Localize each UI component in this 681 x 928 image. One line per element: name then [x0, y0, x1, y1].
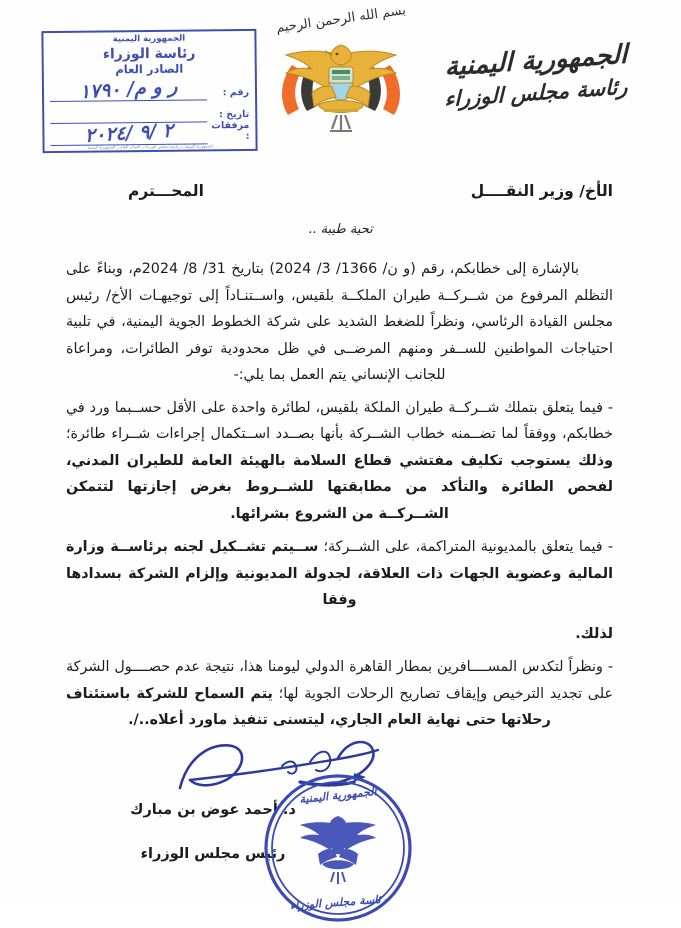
addressee-name: الأخ/ وزير النقــــل [470, 182, 613, 200]
document-header [0, 0, 681, 172]
opening-paragraph: بالإشارة إلى خطابكم، رقم (و ن/ 1366/ 3/ 2024) بتاريخ 31/ 8/ 2024م، وبناءً على التظلم المرفوع من شــركــة طيران الملكــة بلقيس، واســتنـاداً إلى توجيهـات الأخ/ رئيس مجلس القيادة الرئاسي، ونظراً للضغط الشديد على شركة الخطوط الجوية اليمنية، في تلبية احتياجات المواطنين للســفر ومنهم المرضــى في ظل محدودية توفر الطائرات، ومراعاة للجانب الإنساني يتم العمل بما يلي:- [66, 261, 613, 383]
outgoing-stamp-label-attachments: مرفقات : [211, 120, 250, 143]
bullet-3-bold: يتم السماح للشركة باستئناف رحلاتها حتى نهاية العام الجاري، ليتسنى تنفيذ ماورد أعلاه../. [66, 685, 551, 728]
outgoing-stamp-row-number [50, 75, 250, 104]
bullet-2-normal: - فيما يتعلق بالمديونية المتراكمة، على الشــركة؛ [318, 539, 613, 555]
outgoing-stamp-line3: الصادر العام [115, 61, 184, 77]
addressee-row [68, 182, 613, 200]
round-official-stamp [262, 772, 414, 924]
republic-title-line1: الجمهورية اليمنية [444, 39, 628, 83]
outgoing-stamp-line2: رئاسة الوزراء [102, 45, 196, 63]
signature-area [0, 736, 681, 913]
emblem-block [251, 2, 431, 137]
signatory-role: رئيس مجلس الوزراء [140, 846, 286, 862]
document-body [66, 256, 613, 741]
basmala-text: بسم الله الرحمن الرحيم [274, 2, 407, 37]
yemen-eagle-emblem-icon [266, 29, 416, 137]
republic-title-block [421, 39, 651, 112]
outgoing-stamp-label-date: تاريخ : [219, 109, 250, 121]
greeting-line: تحية طيبة .. [308, 222, 373, 237]
bullet-item-2 [66, 534, 613, 614]
bullet-2-bold: ســيتم تشــكيل لجنه برئاســة وزارة المالية وعضوية الجهات ذات العلاقة، لجدولة المديونية وإلزام الشركة بسدادها وفقا [66, 539, 613, 608]
outgoing-stamp-value-number: ر و م/ ١٧٩٠ [79, 75, 178, 104]
addressee-honorific: المحـــترم [128, 182, 204, 200]
republic-title-line2: رئاسة مجلس الوزراء [444, 73, 628, 112]
outgoing-stamp-rule-number [50, 75, 207, 104]
bullet-item-1 [66, 395, 613, 528]
outgoing-registration-stamp [41, 29, 257, 153]
bullet-1-normal: - فيما يتعلق بتملك شــركــة طيران الملكة بلقيس، لطائرة واحدة على الأقل حســبما ورد في خطابكم، ووفقاً لما تضــمنه خطاب الشــركة بأنها بصــدد اســتكمال إجراءات شــراء طائرة؛ [66, 399, 613, 442]
bullet-3-normal: - ونظراً لتكدس المســــافرين بمطار القاهرة الدولي ليومنا هذا، نتيجة عدم حصــــول الشركة على تجديد الترخيص وإيقاف تصاريح الرحلات الجوية لها؛ [66, 659, 613, 702]
outgoing-stamp-label-number: رقم : [222, 87, 250, 99]
bullet-1-bold: وذلك يستوجب تكليف مفتشي قطاع السلامة بالهيئة العامة للطيران المدني، لفحص الطائرة والتأكد من مطابقتها للشــروط بغرض إجازتها لتتمكن الشــركــة من الشروع بشرائها. [66, 452, 613, 522]
bullet-2-tail: لذلك. [575, 625, 613, 642]
bullet-item-3 [66, 654, 613, 734]
outgoing-stamp-value-attachments: ٢ /٩ /٢٠٢٤ [84, 119, 174, 148]
round-stamp-bottom-text: رئاسة مجلس الوزراء [289, 892, 387, 913]
round-stamp-top-text: الجمهورية اليمنية [298, 784, 378, 807]
outgoing-stamp-line1: الجمهورية اليمنية [112, 33, 186, 45]
signatory-name: د. أحمد عوض بن مبارك [130, 802, 296, 818]
outgoing-stamp-microtext: الجمهورية اليمنية ــ رئاسة مجلس الوزراء ــ الصادر العام ــ الجمهورية اليمنية [87, 143, 213, 150]
